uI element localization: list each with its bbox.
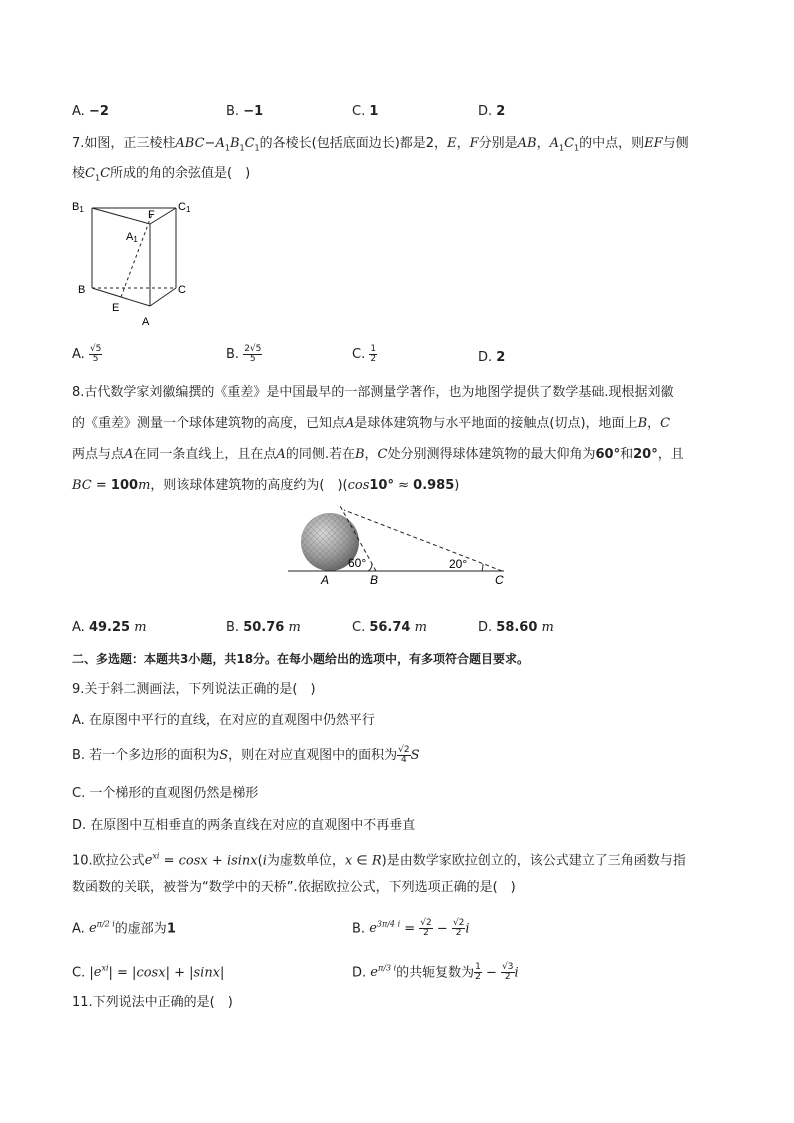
label-b: B	[78, 284, 86, 296]
angle-60: 60°	[348, 556, 367, 570]
q7-option-d: D. 2	[478, 350, 506, 365]
q7-prism-figure	[70, 194, 200, 330]
label-f: F	[148, 209, 155, 221]
q10-option-d: D. $e^{\pi/3 i}$的共轭复数为 $\frac{1}{2}$ − $\frac{√3}{2}$ i	[352, 962, 519, 983]
q10-option-b: B. $e^{3\pi/4 i}$ = $\frac{√2}{2}$ − $\frac{√2}{2}$ i	[352, 918, 470, 939]
label-c: C	[178, 284, 186, 296]
q9-option-d: D. 在原图中互相垂直的两条直线在对应的直观图中不再垂直	[72, 818, 416, 833]
q7-option-a: A. $\frac{√5}{5}$	[72, 344, 102, 364]
q10-option-c: C. $|e^{xi}| = |\cos x| + |\sin x|$	[72, 964, 225, 981]
q8-text-line1: 8.古代数学家刘徽编撰的《重差》是中国最早的一部测量学著作，也为地图学提供了数学基础.现根据刘徽	[72, 385, 674, 400]
q8-option-a: A. 49.25 m	[72, 620, 147, 635]
q6-option-d: D. 2	[478, 104, 506, 119]
q7-option-b: B. $\frac{2√5}{5}$	[226, 344, 262, 364]
label-e: E	[112, 302, 120, 314]
q7-option-c: C. $\frac{1}{2}$	[352, 344, 377, 364]
q7-text-line2: 棱$C_1C$所成的角的余弦值是( )	[72, 166, 251, 183]
label-a1: A1	[126, 231, 138, 244]
label-a: A	[142, 316, 150, 328]
q6-option-a: A. −2	[72, 104, 109, 119]
q8-sphere-figure	[284, 500, 510, 588]
point-a: A	[321, 573, 330, 587]
label-b1: B1	[72, 201, 84, 214]
point-c: C	[495, 573, 504, 587]
q8-option-c: C. 56.74 m	[352, 620, 427, 635]
section2-heading: 二、多选题：本题共3小题，共18分。在每小题给出的选项中，有多项符合题目要求。	[72, 652, 530, 666]
q9-option-a: A. 在原图中平行的直线，在对应的直观图中仍然平行	[72, 713, 375, 728]
q11-text: 11.下列说法中正确的是( )	[72, 995, 233, 1010]
q9-text: 9.关于斜二测画法，下列说法正确的是( )	[72, 682, 316, 697]
q8-option-d: D. 58.60 m	[478, 620, 554, 635]
q9-option-c: C. 一个梯形的直观图仍然是梯形	[72, 786, 259, 801]
q6-option-c: C. 1	[352, 104, 379, 119]
angle-20: 20°	[449, 557, 468, 571]
point-b: B	[370, 573, 379, 587]
q10-text-line2: 数函数的关联，被誉为“数学中的天桥”.依据欧拉公式，下列选项正确的是( )	[72, 880, 516, 895]
q7-text-line1: 7.如图，正三棱柱$ABC-A_1B_1C_1$的各棱长(包括底面边长)都是2，E，F分别是AB，$A_1C_1$的中点，则EF与侧	[72, 136, 689, 153]
q10-text-line1: 10.欧拉公式$e^{xi} = \cos x + isinx(i$为虚数单位，x ∈ R)是由数学家欧拉创立的，该公式建立了三角函数与指	[72, 852, 686, 869]
q8-option-b: B. 50.76 m	[226, 620, 301, 635]
q6-option-b: B. −1	[226, 104, 264, 119]
q8-text-line3: 两点与点A在同一条直线上，且在点A的同侧.若在B，C处分别测得球体建筑物的最大仰角为60°和20°，且	[72, 447, 684, 462]
q8-text-line4: BC = 100m，则该球体建筑物的高度约为( )(cos10° ≈ 0.985)	[72, 478, 460, 493]
q10-option-a: A. $e^{\pi/2 i}$的虚部为1	[72, 920, 176, 937]
label-c1: C1	[178, 201, 191, 214]
q9-option-b: B. 若一个多边形的面积为S，则在对应直观图中的面积为 $\frac{√2}{4}$ S	[72, 745, 420, 765]
q8-text-line2: 的《重差》测量一个球体建筑物的高度，已知点A是球体建筑物与水平地面的接触点(切点)，地面上B，C	[72, 416, 671, 431]
